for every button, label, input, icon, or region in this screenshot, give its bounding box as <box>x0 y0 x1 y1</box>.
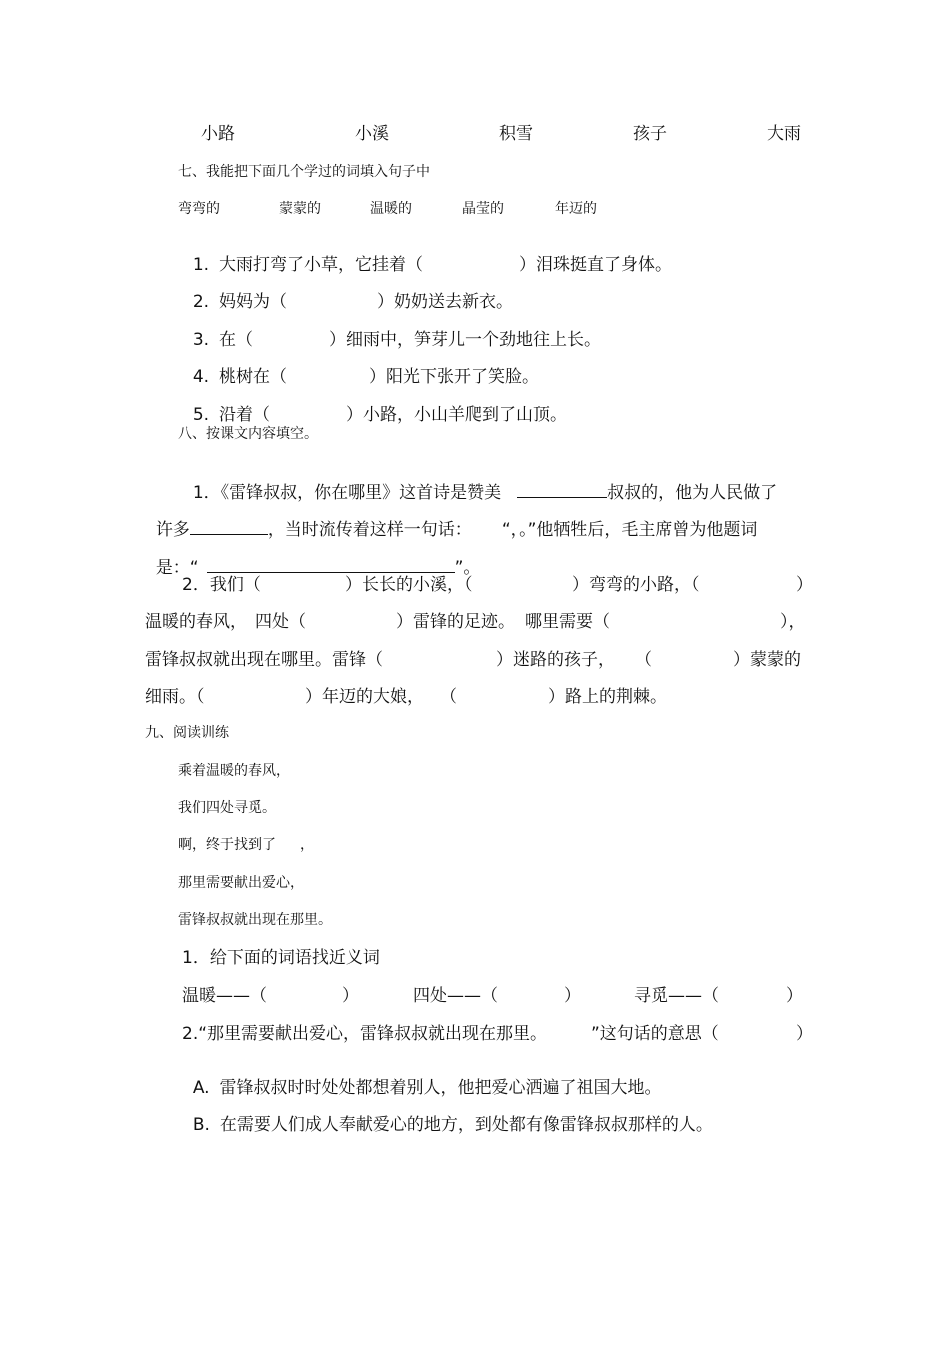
option-label: B. <box>192 1115 210 1135</box>
synonym-close: ） <box>786 986 803 1006</box>
q2-fragment: 哪里需要（ <box>525 612 610 632</box>
q2-fragment: 2．我们（ <box>182 575 261 595</box>
section-7-heading: 七、我能把下面几个学过的词填入句子中 <box>178 164 430 180</box>
q2-fragment: ）年迈的大娘， <box>305 687 424 707</box>
word-option: 弯弯的 <box>178 201 220 217</box>
sec8-q1-line3 <box>145 539 480 577</box>
q2-fragment: ）弯弯的小路，（ <box>572 575 700 595</box>
option-text: 雷锋叔叔时时处处都想着别人，他把爱心洒遍了祖国大地。 <box>219 1078 662 1098</box>
q1-text: 叔叔的，他为人民做了 <box>607 483 778 503</box>
word-xiaoxi: 小溪 <box>355 124 389 144</box>
q1-text: ”。 <box>454 558 481 578</box>
item-number: 1. <box>192 255 210 275</box>
q1-text: 1．《雷锋叔叔，你在哪里》这首诗是赞美 <box>192 483 502 503</box>
q2-fragment: ）蒙蒙的 <box>733 650 801 670</box>
sec9-q1-title: 1．给下面的词语找近义词 <box>182 948 380 968</box>
q2-fragment: 细雨。（ <box>145 687 205 707</box>
sec7-item-2 <box>182 277 513 311</box>
word-option: 年迈的 <box>555 201 597 217</box>
q1-text: 许多 <box>155 520 190 540</box>
blank-underline[interactable] <box>190 518 268 535</box>
word-option: 蒙蒙的 <box>279 201 321 217</box>
poem-line: 我们四处寻觅。 <box>178 800 276 816</box>
word-haizi: 孩子 <box>633 124 667 144</box>
sec9-q2-part1: 2.“那里需要献出爱心，雷锋叔叔就出现在那里。 <box>182 1024 548 1044</box>
sec8-q1-line1 <box>182 464 777 502</box>
q2-fragment: （ <box>440 687 457 707</box>
word-dayu: 大雨 <box>767 124 801 144</box>
q1-quote: “，。”他牺牲后，毛主席曾为他题词 <box>501 520 758 540</box>
synonym-close: ） <box>564 986 581 1006</box>
sec7-item-4 <box>182 352 539 386</box>
q1-text: ，当时流传着这样一句话： <box>267 520 472 540</box>
item-text: ）细雨中，笋芽儿一个劲地往上长。 <box>329 330 602 350</box>
poem-line: 雷锋叔叔就出现在那里。 <box>178 912 332 928</box>
synonym-close: ） <box>342 986 359 1006</box>
sec7-item-1 <box>182 240 672 274</box>
poem-comma: ， <box>300 837 314 853</box>
item-number: 4. <box>192 367 210 387</box>
item-number: 3. <box>192 330 210 350</box>
sec9-q2-part2: ”这句话的意思（ <box>591 1024 719 1044</box>
item-text: 桃树在（ <box>219 367 288 387</box>
word-jixue: 积雪 <box>499 124 533 144</box>
item-text: ）奶奶送去新衣。 <box>377 292 514 312</box>
item-text: ）小路，小山羊爬到了山顶。 <box>346 405 568 425</box>
word-option: 温暖的 <box>370 201 412 217</box>
sec8-q1-line2 <box>145 501 757 539</box>
q1-text: 是：“ <box>155 558 199 578</box>
sec9-q2-part3: ） <box>796 1024 813 1044</box>
item-text: 妈妈为（ <box>219 292 288 312</box>
poem-line: 那里需要献出爱心， <box>178 875 304 891</box>
synonym-item: 四处——（ <box>413 986 498 1006</box>
q2-fragment: 四处（ <box>255 612 306 632</box>
item-text: 沿着（ <box>219 405 271 425</box>
item-number: 2. <box>192 292 210 312</box>
word-option: 晶莹的 <box>462 201 504 217</box>
sec7-item-3 <box>182 315 601 349</box>
item-number: 5. <box>192 405 210 425</box>
option-b[interactable] <box>182 1100 713 1134</box>
q2-fragment: 温暖的春风， <box>145 612 247 632</box>
option-label: A. <box>192 1078 210 1098</box>
blank-underline[interactable] <box>517 481 607 498</box>
q2-fragment: ）路上的荆棘。 <box>548 687 667 707</box>
q2-fragment: ）迷路的孩子， <box>496 650 615 670</box>
poem-line: 乘着温暖的春风， <box>178 763 290 779</box>
section-8-heading: 八、按课文内容填空。 <box>178 426 318 442</box>
q2-fragment: 雷锋叔叔就出现在哪里。雷锋（ <box>145 650 383 670</box>
blank-underline[interactable] <box>207 556 455 573</box>
item-text: 在（ <box>219 330 254 350</box>
q2-fragment: （ <box>635 650 652 670</box>
item-text: ）阳光下张开了笑脸。 <box>369 367 540 387</box>
synonym-item: 温暖——（ <box>182 986 267 1006</box>
q2-fragment: ）长长的小溪，（ <box>345 575 473 595</box>
q2-fragment: ）， <box>780 612 806 632</box>
option-a[interactable] <box>182 1063 662 1097</box>
synonym-item: 寻觅——（ <box>634 986 719 1006</box>
sec7-item-5 <box>182 390 567 424</box>
item-text: 大雨打弯了小草，它挂着（ <box>219 255 424 275</box>
option-text: 在需要人们成人奉献爱心的地方，到处都有像雷锋叔叔那样的人。 <box>219 1115 713 1135</box>
poem-line: 啊，终于找到了 <box>178 837 276 853</box>
word-xiaolu: 小路 <box>201 124 235 144</box>
section-9-heading: 九、阅读训练 <box>145 725 229 741</box>
item-text: ）泪珠挺直了身体。 <box>519 255 673 275</box>
q2-fragment: ）雷锋的足迹。 <box>396 612 515 632</box>
q2-fragment: ） <box>796 575 813 595</box>
